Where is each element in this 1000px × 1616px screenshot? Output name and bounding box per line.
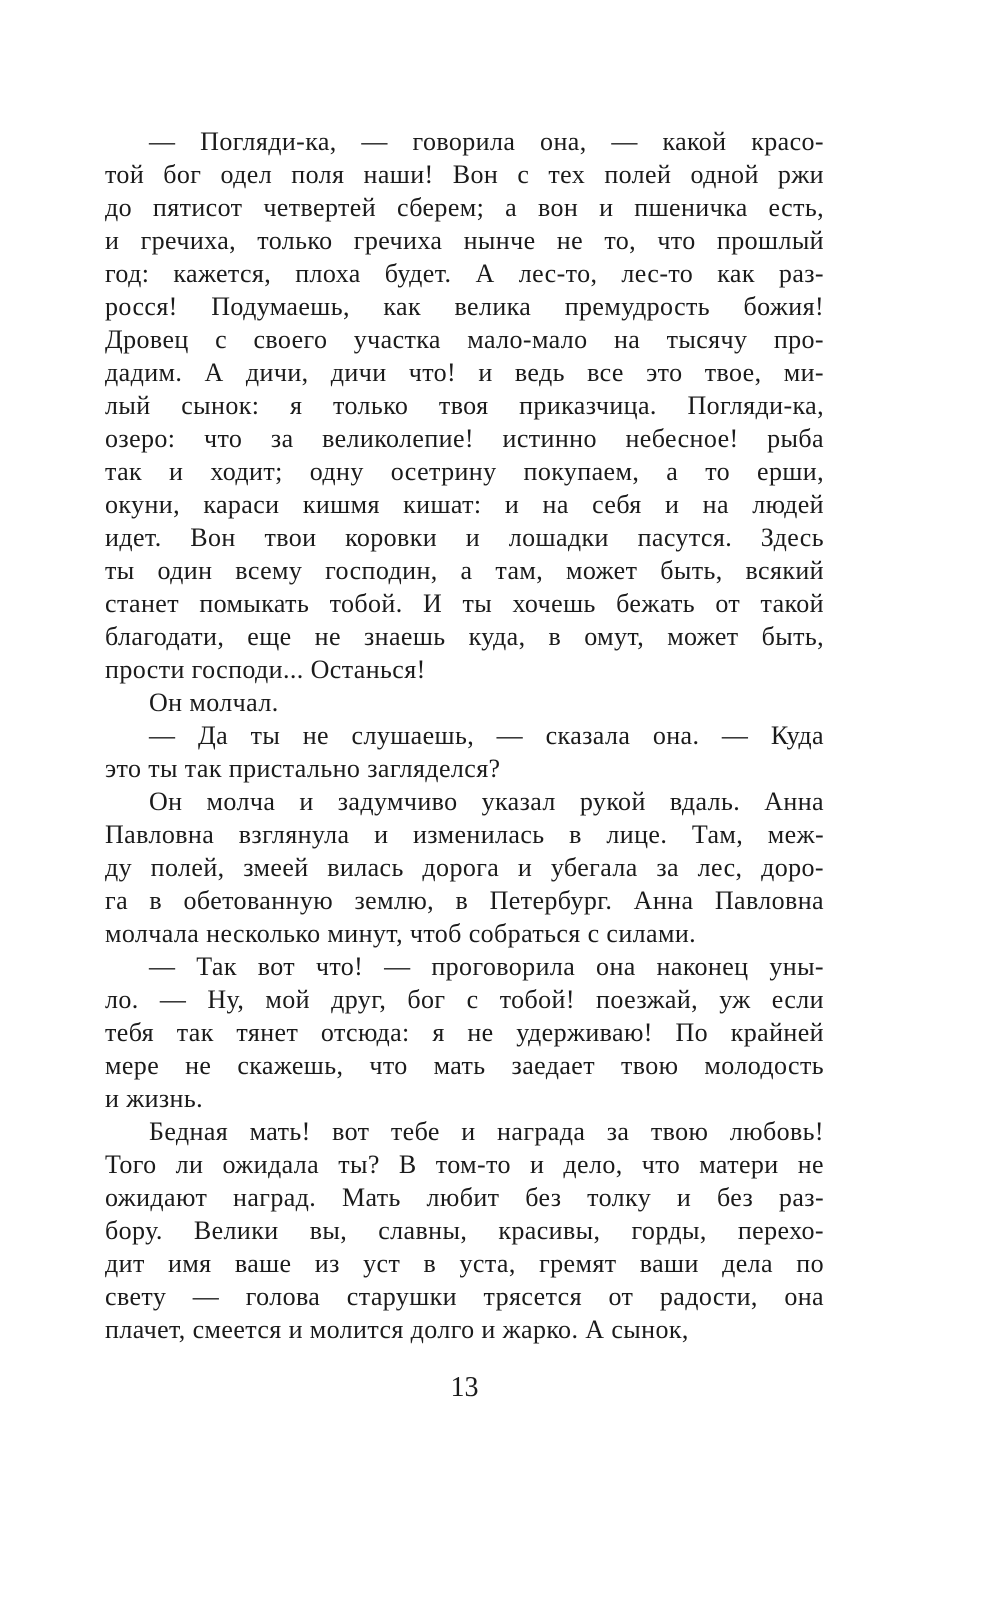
text-line: и жизнь.: [105, 1084, 204, 1113]
text-line: идет. Вон твои коровки и лошадки пасутся. Здесь: [105, 523, 824, 552]
paragraph-6: [105, 1115, 824, 1346]
text-line: Дровец с своего участка мало-мало на тысячу про-: [105, 325, 824, 354]
text-line: так и ходит; одну осетрину покупаем, а то ерши,: [105, 457, 824, 486]
text-line: свету — голова старушки трясется от радости, она: [105, 1282, 824, 1311]
text-line: ду полей, змеей вилась дорога и убегала за лес, доро-: [105, 853, 824, 882]
paragraph-1: [105, 125, 824, 686]
text-line: Того ли ожидала ты? В том-то и дело, что матери не: [105, 1150, 824, 1179]
paragraph-4: [105, 785, 824, 950]
text-line: мере не скажешь, что мать заедает твою молодость: [105, 1051, 824, 1080]
paragraph-3: [105, 719, 824, 785]
text-line: озеро: что за великолепие! истинно небесное! рыба: [105, 424, 824, 453]
text-line: плачет, смеется и молится долго и жарко. А сынок,: [105, 1315, 689, 1344]
text-line: благодати, еще не знаешь куда, в омут, может быть,: [105, 622, 824, 651]
text-line: дадим. А дичи, дичи что! и ведь все это твое, ми-: [105, 358, 824, 387]
text-line: окуни, караси кишмя кишат: и на себя и на людей: [105, 490, 824, 519]
text-line: молчала несколько минут, чтоб собраться с силами.: [105, 919, 697, 948]
text-line: и гречиха, только гречиха нынче не то, что прошлый: [105, 226, 824, 255]
text-line: это ты так пристально загляделся?: [105, 754, 501, 783]
text-line: прости господи... Останься!: [105, 655, 426, 684]
text-line: га в обетованную землю, в Петербург. Анна Павловна: [105, 886, 824, 915]
text-line: бору. Велики вы, славны, красивы, горды, перехо-: [105, 1216, 824, 1245]
text-line: до пятисот четвертей сберем; а вон и пшеничка есть,: [105, 193, 824, 222]
text-line: — Так вот что! — проговорила она наконец уны-: [149, 952, 824, 981]
text-line: ожидают наград. Мать любит без толку и без раз-: [105, 1183, 824, 1212]
text-line: — Да ты не слушаешь, — сказала она. — Куда: [149, 721, 824, 750]
text-block: [105, 125, 824, 1346]
text-line: ты один всему господин, а там, может быть, всякий: [105, 556, 824, 585]
text-line: ло. — Ну, мой друг, бог с тобой! поезжай, уж если: [105, 985, 824, 1014]
paragraph-2: [105, 686, 824, 719]
text-line: станет помыкать тобой. И ты хочешь бежать от такой: [105, 589, 824, 618]
text-line: Павловна взглянула и изменилась в лице. Там, меж-: [105, 820, 824, 849]
text-line: год: кажется, плоха будет. А лес-то, лес-то как раз-: [105, 259, 824, 288]
text-line: Он молчал.: [149, 688, 279, 717]
text-line: — Погляди-ка, — говорила она, — какой красо-: [149, 127, 824, 156]
text-line: той бог одел поля наши! Вон с тех полей одной ржи: [105, 160, 824, 189]
text-line: Бедная мать! вот тебе и награда за твою любовь!: [149, 1117, 824, 1146]
page-number: 13: [450, 1372, 479, 1403]
text-line: Он молча и задумчиво указал рукой вдаль. Анна: [149, 787, 824, 816]
text-line: дит имя ваше из уст в уста, гремят ваши дела по: [105, 1249, 824, 1278]
text-line: лый сынок: я только твоя приказчица. Погляди-ка,: [105, 391, 824, 420]
text-line: росся! Подумаешь, как велика премудрость божия!: [105, 292, 824, 321]
text-line: тебя так тянет отсюда: я не удерживаю! По крайней: [105, 1018, 824, 1047]
paragraph-5: [105, 950, 824, 1115]
